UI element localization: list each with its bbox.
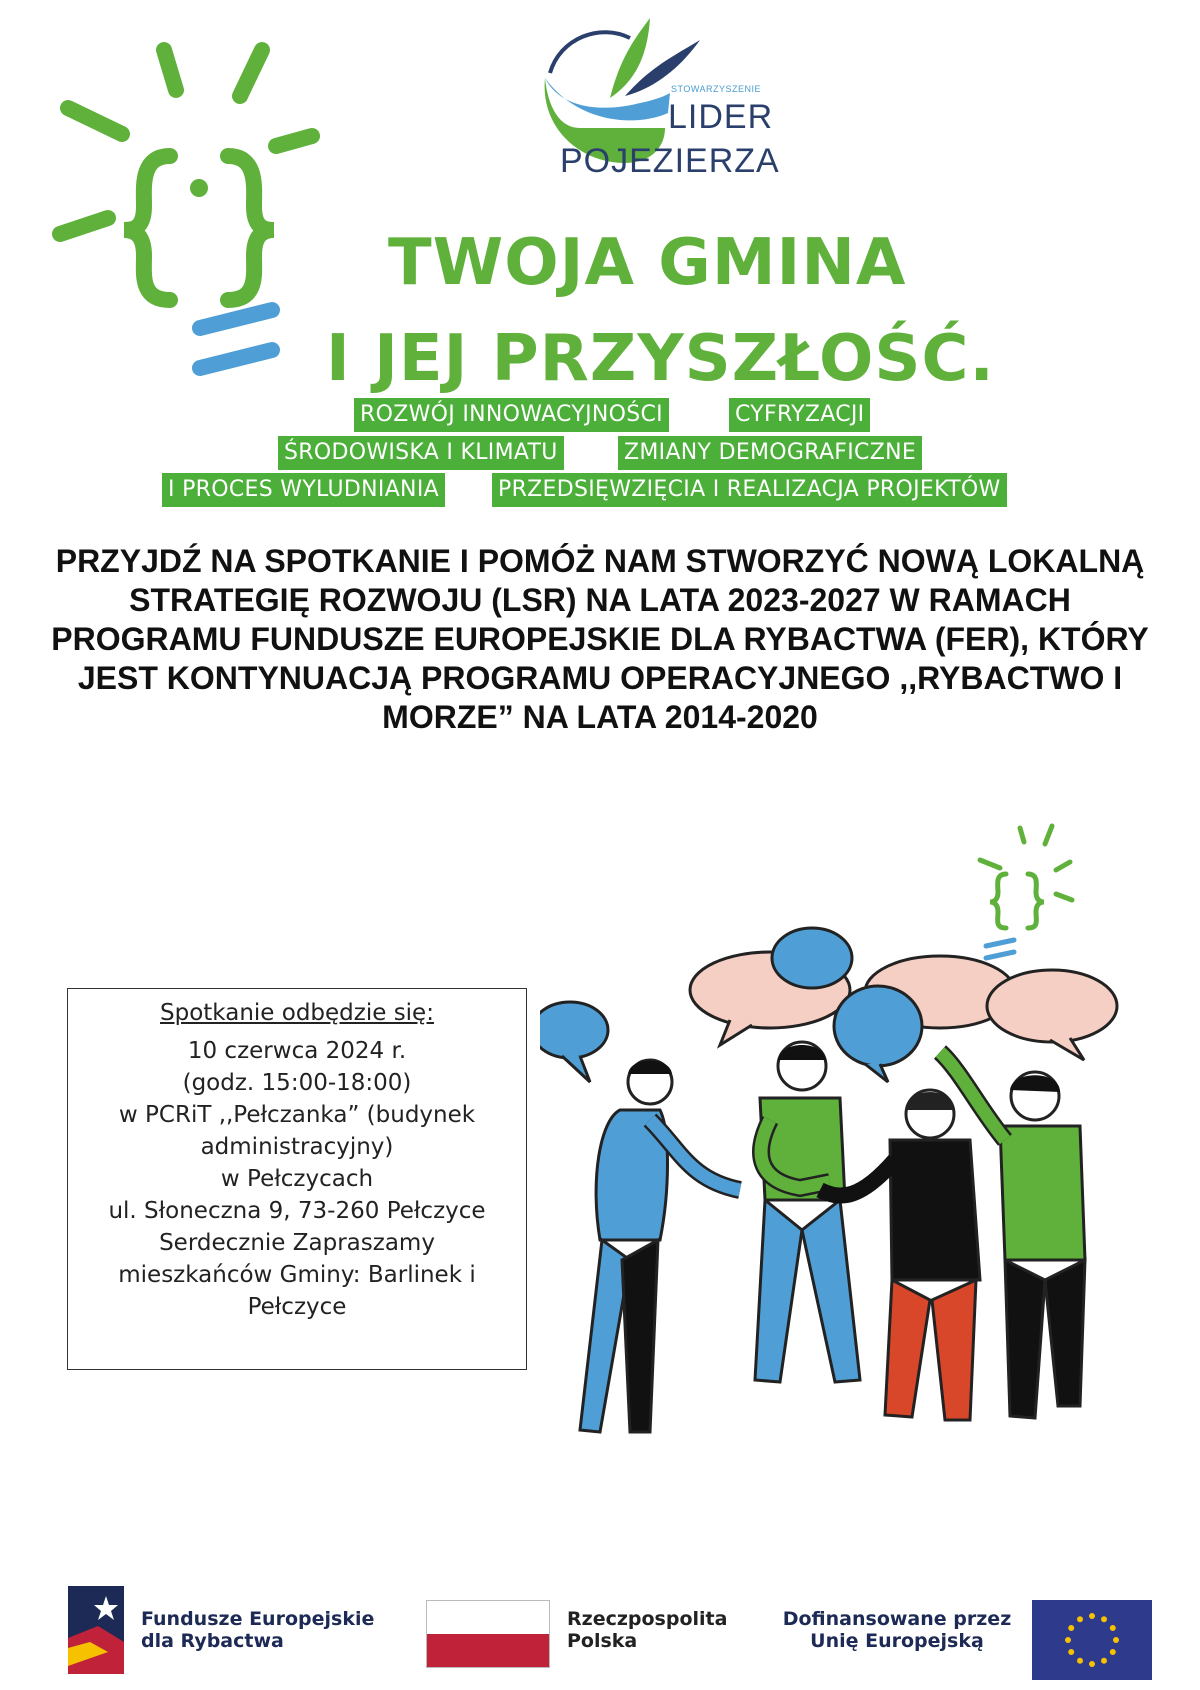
eu-funding-label (782, 1608, 1012, 1652)
tag-innovation: ROZWÓJ INNOWACYJNOŚCI (354, 398, 669, 432)
eu-star (1101, 1616, 1107, 1622)
fe-line1: Fundusze Europejskie (141, 1608, 375, 1630)
meeting-address: ul. Słoneczna 9, 73-260 Pełczyce (108, 1198, 486, 1224)
logo-line1: LIDER (668, 98, 774, 136)
logo-subtitle: STOWARZYSZENIE (671, 84, 762, 94)
tag-digitization: CYFRYZACJI (729, 398, 870, 432)
meeting-info-box (67, 988, 527, 1370)
invitation-audience-2: Pełczyce (247, 1294, 347, 1320)
invitation-line: Serdecznie Zapraszamy (159, 1230, 435, 1256)
meeting-venue-2: administracyjny) (200, 1134, 394, 1160)
tag-demographics: ZMIANY DEMOGRAFICZNE (618, 436, 922, 470)
logo-line2: POJEZIERZA (560, 142, 780, 180)
eu-star (1101, 1658, 1107, 1664)
fundusze-europejskie-label (141, 1608, 374, 1652)
eu-star (1077, 1616, 1083, 1622)
headline-line1: TWOJA GMINA (388, 226, 907, 300)
pl-line1: Rzeczpospolita (567, 1608, 728, 1630)
eu-star (1065, 1637, 1071, 1643)
headline-line2: I JEJ PRZYSZŁOŚĆ. (326, 322, 995, 396)
tag-depopulation: I PROCES WYLUDNIANIA (162, 473, 445, 507)
rzeczpospolita-label (567, 1608, 727, 1652)
meeting-info-title: Spotkanie odbędzie się: (160, 1000, 434, 1026)
eu-star (1089, 1613, 1095, 1619)
eu-star (1110, 1625, 1116, 1631)
fe-line2: dla Rybactwa (141, 1630, 284, 1652)
pl-line2: Polska (567, 1630, 638, 1652)
meeting-time: (godz. 15:00-18:00) (182, 1070, 412, 1096)
tag-environment: ŚRODOWISKA I KLIMATU (278, 436, 564, 470)
eu-line1: Dofinansowane przez (782, 1608, 1012, 1630)
eu-star (1089, 1661, 1095, 1667)
meeting-date: 10 czerwca 2024 r. (187, 1038, 407, 1064)
lightbulb-icon (40, 38, 320, 418)
eu-star (1068, 1625, 1074, 1631)
eu-flag-icon (1032, 1600, 1152, 1680)
meeting-venue: w PCRiT ,,Pełczanka” (budynek (118, 1102, 476, 1128)
eu-star (1077, 1658, 1083, 1664)
eu-star (1068, 1649, 1074, 1655)
poland-flag-icon (426, 1600, 550, 1668)
invitation-audience: mieszkańców Gminy: Barlinek i (118, 1262, 476, 1288)
fundusze-europejskie-icon (68, 1586, 124, 1674)
eu-star (1110, 1649, 1116, 1655)
people-discussion-illustration (540, 820, 1180, 1470)
meeting-town: w Pełczycach (220, 1166, 374, 1192)
eu-line2: Unię Europejską (810, 1630, 984, 1652)
main-heading: PRZYJDŹ NA SPOTKANIE I POMÓŻ NAM STWORZYĆ NOWĄ LOKALNĄ STRATEGIĘ ROZWOJU (LSR) NA LATA 2023-2027 W RAMACH PROGRAMU FUNDUSZE EUROPEJSKIE DLA RYBACTWA (FER), KTÓRY JEST KONTYNUACJĄ PROGRAMU OPERACYJNEGO ,,RYBACTWO I MORZE” NA LATA 2014-2020 (51, 543, 1149, 735)
tag-projects: PRZEDSIĘWZIĘCIA I REALIZACJA PROJEKTÓW (492, 473, 1007, 507)
eu-star (1113, 1637, 1119, 1643)
